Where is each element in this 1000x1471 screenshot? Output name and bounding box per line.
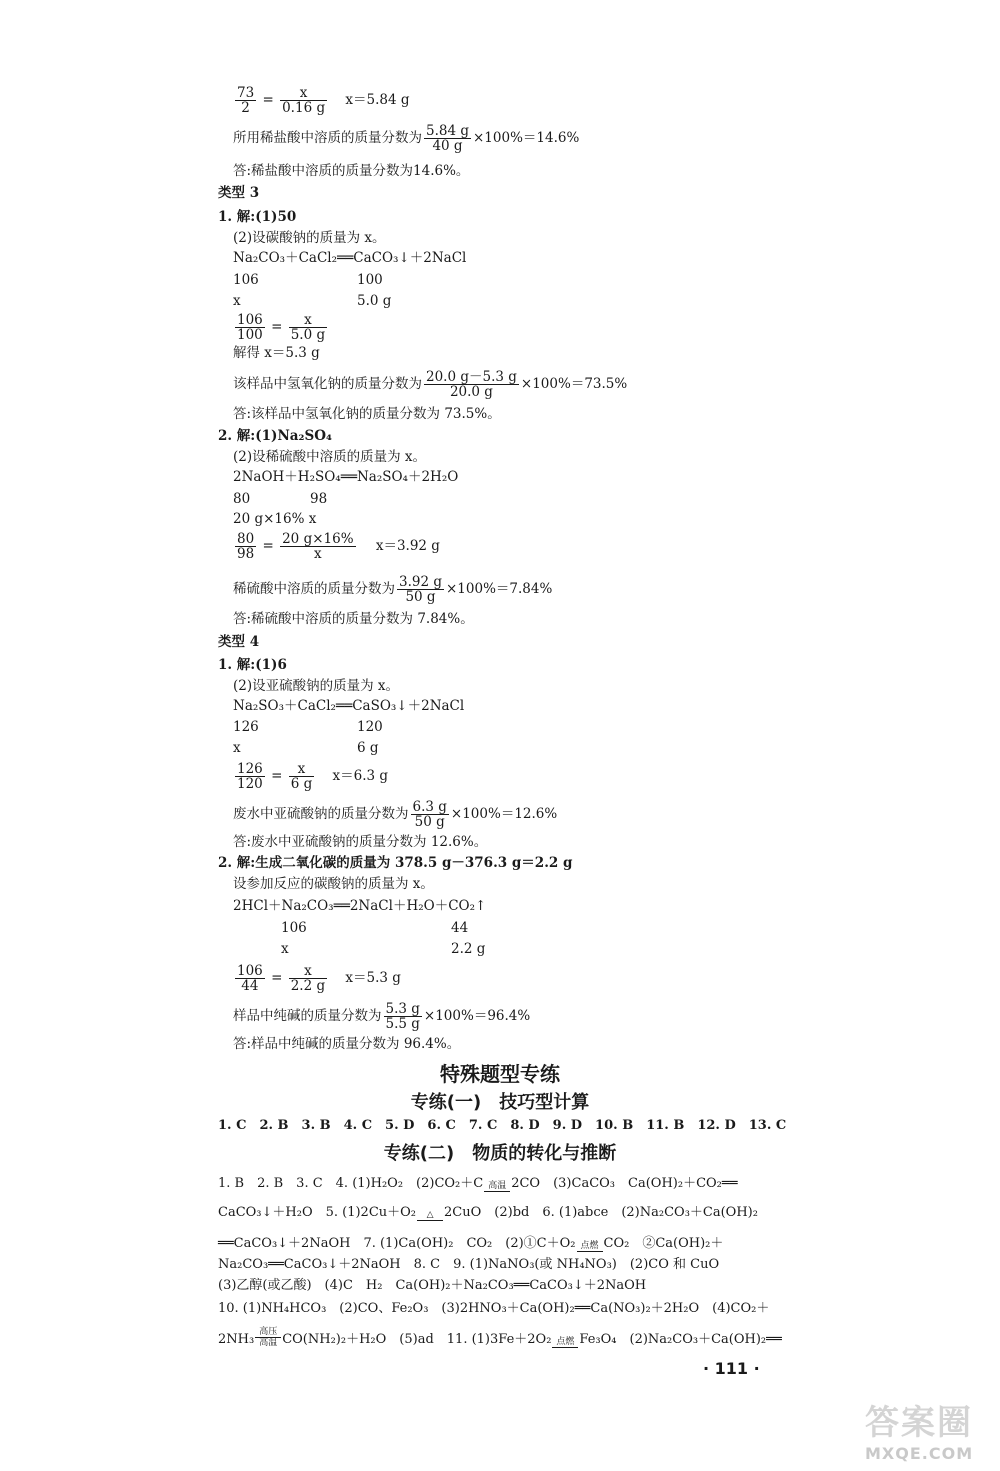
numerator: 6.3 g — [412, 799, 447, 815]
result-text: x＝6.3 g — [332, 768, 389, 784]
mass-row — [233, 293, 392, 310]
denominator: 44 — [241, 978, 259, 994]
numerator: 106 — [237, 312, 263, 328]
mass-value: 5.0 g — [357, 293, 392, 309]
reaction-condition — [484, 1181, 510, 1192]
numerator: 5.3 g — [385, 1001, 420, 1017]
numerator: x — [280, 86, 327, 101]
denominator: 100 — [237, 327, 263, 343]
answer-line — [218, 1327, 782, 1348]
watermark-logo-text: 答案圈 — [865, 1403, 973, 1443]
answer-text: 2NH₃ — [218, 1332, 255, 1347]
condition-bar — [552, 1347, 578, 1348]
condition-label: 高温 — [488, 1181, 507, 1191]
mass-value: 2.2 g — [451, 941, 486, 957]
denominator: 5.0 g — [290, 327, 326, 343]
answer-text: 1. B 2. B 3. C 4. (1)H₂O₂ (2)CO₂＋C — [218, 1176, 484, 1191]
mass-value: 44 — [451, 920, 469, 936]
fraction — [411, 800, 449, 829]
answer-line: 答:废水中亚硫酸钠的质量分数为 12.6%。 — [233, 834, 488, 850]
denominator: 50 g — [414, 814, 445, 830]
watermark — [865, 1395, 990, 1463]
equation-line — [233, 762, 388, 791]
problem-line — [218, 657, 287, 674]
numerator: 20 g×16% — [282, 531, 354, 547]
answer-line: 10. (1)NH₄HCO₃ (2)CO、Fe₂O₃ (3)2HNO₃＋Ca(OH)₂══Ca(NO₃)₂＋2H₂O (4)CO₂＋ — [218, 1301, 770, 1316]
answer-text: CO(NH₂)₂＋H₂O (5)ad 11. (1)3Fe＋2O₂ — [282, 1332, 552, 1347]
numerator: 80 — [237, 531, 255, 547]
answer-text: 2CO (3)CaCO₃ Ca(OH)₂＋CO₂══ — [511, 1176, 738, 1191]
result-text: ×100%＝7.84% — [446, 581, 553, 597]
section-label: 类型 4 — [218, 634, 260, 650]
denominator: 20.0 g — [449, 384, 493, 400]
section-heading: 特殊题型专练 — [440, 1062, 560, 1086]
percentage-line — [233, 124, 579, 153]
percentage-line — [233, 370, 627, 399]
mass-value: 106 — [281, 920, 307, 936]
condition-label: 点燃 — [580, 1241, 599, 1251]
fraction — [280, 532, 355, 561]
answer-text: CO₂ ②Ca(OH)₂＋ — [603, 1236, 724, 1251]
denominator: 5.5 g — [385, 1016, 420, 1032]
mass-row — [233, 740, 379, 757]
equals-sign: = — [271, 768, 283, 784]
mass-value: 126 — [233, 719, 259, 735]
mass-value: 80 — [233, 491, 251, 507]
equals-sign: = — [271, 319, 283, 335]
label-text: 样品中纯碱的质量分数为 — [233, 1008, 382, 1024]
reaction-condition — [552, 1337, 578, 1348]
page-number: · 111 · — [703, 1359, 760, 1378]
mass-row: 20 g×16% x — [233, 511, 317, 527]
condition-bar — [577, 1251, 603, 1252]
problem-text: 2. 解:生成二氧化碳的质量为 378.5 g－376.3 g＝2.2 g — [218, 855, 573, 871]
answer-key-line: 1. C 2. B 3. B 4. C 5. D 6. C 7. C 8. D 9. D 10. B 11. B 12. D 13. C — [218, 1118, 787, 1133]
mass-value: 6 g — [357, 740, 379, 756]
answer-line — [218, 1175, 738, 1192]
denominator: 98 — [237, 546, 255, 562]
label-text: 废水中亚硫酸钠的质量分数为 — [233, 806, 409, 822]
numerator: 5.84 g — [426, 123, 469, 139]
subsection-heading: 专练(一) 技巧型计算 — [410, 1092, 590, 1113]
answer-line: 答:样品中纯碱的质量分数为 96.4%。 — [233, 1036, 461, 1052]
mass-value: 98 — [310, 491, 328, 507]
mass-row — [281, 920, 469, 937]
mass-row — [281, 941, 486, 958]
result-text: ×100%＝14.6% — [473, 130, 580, 146]
fraction — [235, 762, 265, 791]
label-text: 所用稀盐酸中溶质的质量分数为 — [233, 130, 422, 146]
result-text: ×100%＝96.4% — [423, 1008, 531, 1024]
mass-value: 106 — [233, 272, 259, 288]
condition-label: △ — [426, 1210, 434, 1220]
answer-text: ══CaCO₃↓＋2NaOH 7. (1)Ca(OH)₂ CO₂ (2)①C＋O₂ — [218, 1236, 576, 1251]
answer-text: CaCO₃↓＋H₂O 5. (1)2Cu＋O₂ — [218, 1205, 417, 1220]
subsection-heading: 专练(二) 物质的转化与推断 — [383, 1143, 617, 1164]
chemical-equation: 2NaOH＋H₂SO₄══Na₂SO₄＋2H₂O — [233, 469, 459, 485]
fraction — [384, 1002, 422, 1031]
mass-value: x — [233, 740, 241, 756]
mass-row — [233, 272, 383, 289]
equals-sign: = — [262, 538, 274, 554]
result-text: x＝3.92 g — [375, 538, 440, 554]
mass-value: x — [233, 293, 241, 309]
mass-value: x — [281, 941, 289, 957]
result-text: x＝5.3 g — [345, 970, 401, 986]
fraction — [289, 964, 327, 993]
mass-value: 120 — [357, 719, 383, 735]
condition-label: 高压 — [259, 1327, 278, 1337]
result-text: x＝5.84 g — [345, 92, 410, 108]
result-text: ×100%＝12.6% — [450, 806, 558, 822]
condition-bar — [417, 1220, 443, 1221]
fraction — [235, 86, 256, 115]
answer-text: 2CuO (2)bd 6. (1)abce (2)Na₂CO₃＋Ca(OH)₂ — [444, 1205, 758, 1220]
problem-line — [218, 428, 332, 445]
denominator: 6 g — [290, 776, 313, 792]
equals-sign: = — [262, 92, 274, 108]
equation-line — [233, 313, 329, 342]
numerator: 20.0 g－5.3 g — [426, 369, 517, 385]
label-text: 稀硫酸中溶质的质量分数为 — [233, 581, 395, 597]
answer-line: 答:该样品中氢氧化钠的质量分数为 73.5%。 — [233, 406, 501, 422]
fraction — [289, 762, 315, 791]
fraction — [235, 313, 265, 342]
equation-line — [233, 532, 440, 561]
denominator: 40 g — [432, 138, 463, 154]
numerator: x — [289, 964, 327, 979]
answer-text: Fe₃O₄ (2)Na₂CO₃＋Ca(OH)₂══ — [579, 1332, 782, 1347]
denominator: 0.16 g — [282, 100, 326, 116]
chemical-equation: Na₂CO₃＋CaCl₂══CaCO₃↓＋2NaCl — [233, 250, 467, 266]
problem-text: 1. 解:(1)50 — [218, 209, 297, 225]
text-line: 设参加反应的碳酸钠的质量为 x。 — [233, 876, 434, 892]
numerator: x — [289, 313, 327, 328]
mass-row — [233, 719, 383, 736]
answer-line — [218, 1235, 723, 1252]
fraction — [397, 575, 444, 604]
numerator: x — [289, 762, 315, 777]
reaction-condition — [577, 1241, 603, 1252]
numerator: 73 — [237, 85, 255, 101]
problem-line — [218, 209, 296, 226]
denominator: 2.2 g — [290, 978, 326, 994]
text-line: (2)设碳酸钠的质量为 x。 — [233, 230, 386, 246]
numerator: 3.92 g — [399, 574, 442, 590]
reaction-condition — [255, 1327, 281, 1348]
denominator: x — [314, 546, 322, 562]
equals-sign: = — [271, 970, 283, 986]
equation-line — [233, 86, 410, 115]
text-line: (2)设稀硫酸中溶质的质量为 x。 — [233, 449, 427, 465]
chemical-equation: Na₂SO₃＋CaCl₂══CaSO₃↓＋2NaCl — [233, 698, 465, 714]
condition-label: 点燃 — [556, 1337, 575, 1347]
mass-row — [233, 491, 328, 508]
answer-line: (3)乙醇(或乙酸) (4)C H₂ Ca(OH)₂＋Na₂CO₃══CaCO₃↓＋2NaOH — [218, 1278, 647, 1293]
numerator: 126 — [237, 761, 263, 777]
fraction — [235, 964, 265, 993]
equation-line — [233, 964, 401, 993]
label-text: 该样品中氢氧化钠的质量分数为 — [233, 376, 422, 392]
condition-bar — [484, 1191, 510, 1192]
answer-line: 答:稀盐酸中溶质的质量分数为14.6%。 — [233, 163, 470, 179]
text-line: (2)设亚硫酸钠的质量为 x。 — [233, 678, 400, 694]
mass-value: 100 — [357, 272, 383, 288]
result-text: ×100%＝73.5% — [520, 376, 628, 392]
numerator: 106 — [237, 963, 263, 979]
problem-text: 2. 解:(1)Na₂SO₄ — [218, 428, 332, 444]
text-line: 解得 x＝5.3 g — [233, 345, 320, 361]
fraction — [289, 313, 327, 342]
percentage-line — [233, 800, 557, 829]
chemical-equation: 2HCl＋Na₂CO₃══2NaCl＋H₂O＋CO₂↑ — [233, 898, 487, 914]
answer-line: 答:稀硫酸中溶质的质量分数为 7.84%。 — [233, 611, 474, 627]
answer-line — [218, 1204, 758, 1221]
percentage-line — [233, 575, 552, 604]
denominator: 2 — [241, 100, 250, 116]
fraction — [280, 86, 327, 115]
watermark-url: MXQE.COM — [865, 1444, 974, 1463]
answer-line: Na₂CO₃══CaCO₃↓＋2NaOH 8. C 9. (1)NaNO₃(或 NH₄NO₃) (2)CO 和 CuO — [218, 1257, 720, 1272]
fraction — [235, 532, 256, 561]
condition-label: 高温 — [259, 1338, 278, 1348]
fraction — [424, 124, 471, 153]
fraction — [424, 370, 519, 399]
section-label: 类型 3 — [218, 185, 260, 201]
denominator: 50 g — [405, 589, 436, 605]
percentage-line — [233, 1002, 530, 1031]
problem-line — [218, 855, 572, 872]
problem-text: 1. 解:(1)6 — [218, 657, 287, 673]
denominator: 120 — [237, 776, 263, 792]
reaction-condition — [417, 1210, 443, 1221]
